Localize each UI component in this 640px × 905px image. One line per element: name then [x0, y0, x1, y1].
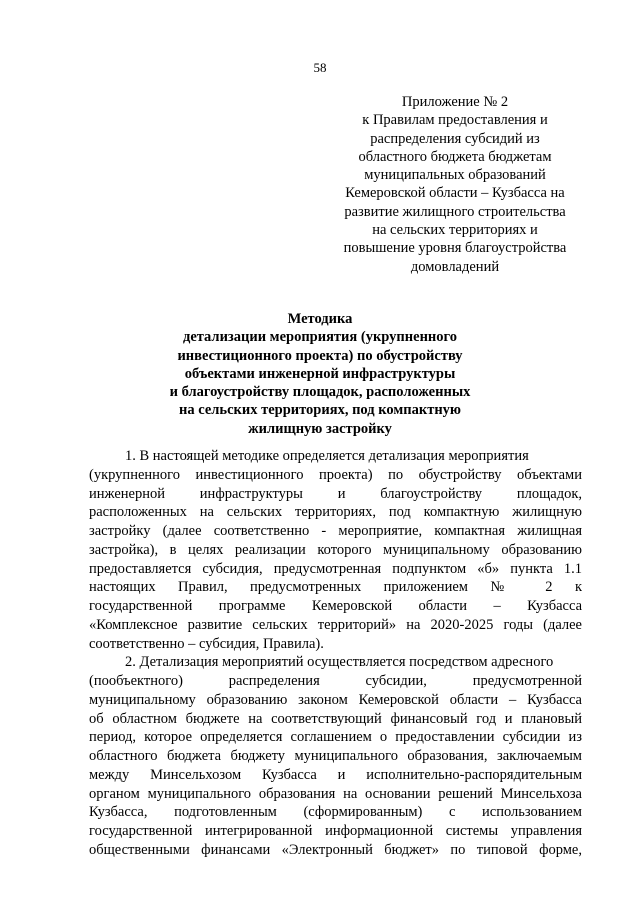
- appendix-line: к Правилам предоставления и: [362, 112, 548, 129]
- appendix-line: Кемеровской области – Кузбасса на: [345, 185, 565, 202]
- paragraph-line: расположенных на сельских территориях, под компактную жилищную: [89, 504, 582, 521]
- paragraph-line: (пообъектного) распределения субсидии, предусмотренной: [89, 673, 582, 689]
- body-text: [89, 447, 582, 860]
- appendix-line: развитие жилищного строительства: [344, 203, 566, 220]
- appendix-line: областного бюджета бюджетам: [358, 148, 552, 165]
- paragraph-line: областного бюджета бюджету муниципального образования, заключаемым: [89, 748, 582, 764]
- paragraph-line: общественными финансами «Электронный бюджет» по типовой форме,: [89, 841, 582, 858]
- appendix-header: [330, 93, 580, 276]
- paragraph-line: застройку (далее соответственно - мероприятие, компактная жилищная: [89, 523, 582, 539]
- appendix-line: распределения субсидий из: [370, 130, 540, 147]
- title-line: и благоустройству площадок, расположенных: [169, 384, 471, 401]
- paragraph-line: органом муниципального образования на основании решений Минсельхоза: [89, 785, 582, 802]
- title-line: жилищную застройку: [248, 420, 392, 437]
- title-line: объектами инженерной инфраструктуры: [184, 365, 456, 382]
- paragraph-line: Кузбасса, подготовленным (сформированным) с использованием: [89, 804, 582, 821]
- paragraph-1: [89, 447, 582, 653]
- paragraph-line: об областном бюджете на соответствующий финансовый год и плановый: [89, 710, 582, 727]
- paragraph-line: застройка), в целях реализации которого муниципальному образованию: [89, 541, 582, 558]
- title-line: Методика: [287, 311, 353, 327]
- paragraph-line: настоящих Правил, предусмотренных приложением № 2 к: [89, 579, 582, 596]
- paragraph-line: между Минсельхозом Кузбасса и исполнительно-распорядительным: [89, 766, 582, 783]
- paragraph-line: (укрупненного инвестиционного проекта) по обустройству объектами: [89, 466, 582, 483]
- paragraph-line: предоставляется субсидия, предусмотренная подпунктом «б» пункта 1.1: [89, 560, 582, 577]
- page-number: 58: [313, 60, 327, 75]
- paragraph-line: 1. В настоящей методике определяется детализация мероприятия: [125, 448, 529, 464]
- document-title: [120, 310, 520, 438]
- paragraph-line: «Комплексное развитие сельских территорий» на 2020-2025 годы (далее: [89, 616, 582, 633]
- paragraph-line: муниципальному образованию законом Кемеровской области – Кузбасса: [89, 691, 582, 708]
- paragraph-line: инженерной инфраструктуры и благоустройству площадок,: [89, 485, 582, 502]
- appendix-line: повышение уровня благоустройства: [343, 240, 567, 257]
- title-line: инвестиционного проекта) по обустройству: [177, 347, 463, 364]
- appendix-line: Приложение № 2: [401, 94, 509, 110]
- title-line: на сельских территориях, под компактную: [178, 402, 461, 419]
- paragraph-line: период, которое определяется соглашением о предоставлении субсидии из: [89, 729, 582, 746]
- title-line: детализации мероприятия (укрупненного: [182, 329, 458, 346]
- paragraph-line: 2. Детализация мероприятий осуществляется посредством адресного: [125, 654, 554, 671]
- paragraph-line: государственной программе Кемеровской области – Кузбасса: [89, 598, 582, 614]
- paragraph-line: государственной интегрированной информационной системы управления: [89, 823, 582, 839]
- appendix-line: домовладений: [410, 258, 500, 275]
- appendix-line: муниципальных образований: [364, 167, 546, 184]
- appendix-line: на сельских территориях и: [372, 222, 538, 239]
- paragraph-line: соответственно – субсидия, Правила).: [89, 635, 324, 652]
- paragraph-2: [89, 653, 582, 859]
